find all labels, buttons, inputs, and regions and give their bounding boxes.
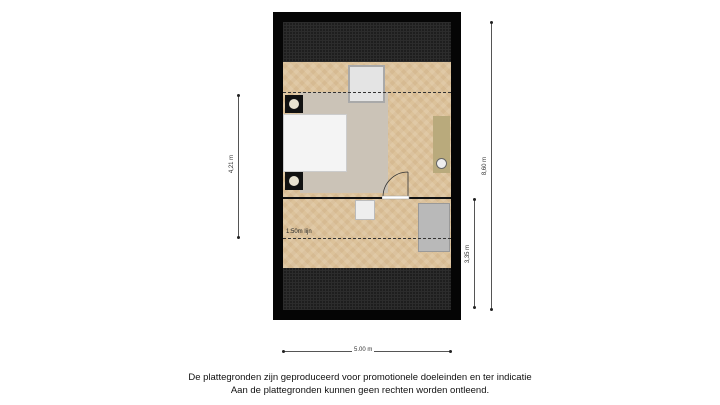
height-line-upper <box>283 92 451 93</box>
bench <box>433 116 450 173</box>
roof-tiles-bottom <box>283 268 451 310</box>
disclaimer-line-1: De plattegronden zijn geproduceerd voor promotionele doeleinden en ter indicatie <box>188 372 532 383</box>
bed <box>283 114 347 172</box>
lamp-icon <box>289 99 299 109</box>
storage-unit <box>418 203 450 252</box>
dimension-right-total-label: 8,60 m <box>482 156 489 176</box>
dimension-line-right-lower <box>474 199 475 307</box>
dimension-line-left <box>238 95 239 237</box>
dimension-right-lower-label: 3,35 m <box>465 244 472 264</box>
dimension-left-label: 4,21 m <box>229 154 236 174</box>
door-swing-icon <box>382 170 410 200</box>
disclaimer-line-2: Aan de plattegronden kunnen geen rechten worden ontleend. <box>230 385 490 396</box>
dresser <box>348 65 385 103</box>
lamp-icon <box>289 176 299 186</box>
dimension-line-right-total <box>491 22 492 310</box>
nightstand <box>285 172 303 190</box>
storage-box <box>355 200 375 220</box>
dimension-bottom-label: 5.00 m <box>354 347 373 353</box>
nightstand <box>285 95 303 113</box>
scale-line-label: 1:50m lijn <box>286 229 312 235</box>
height-line-lower <box>283 238 451 239</box>
plant-icon <box>436 158 447 169</box>
roof-tiles-top <box>283 22 451 62</box>
